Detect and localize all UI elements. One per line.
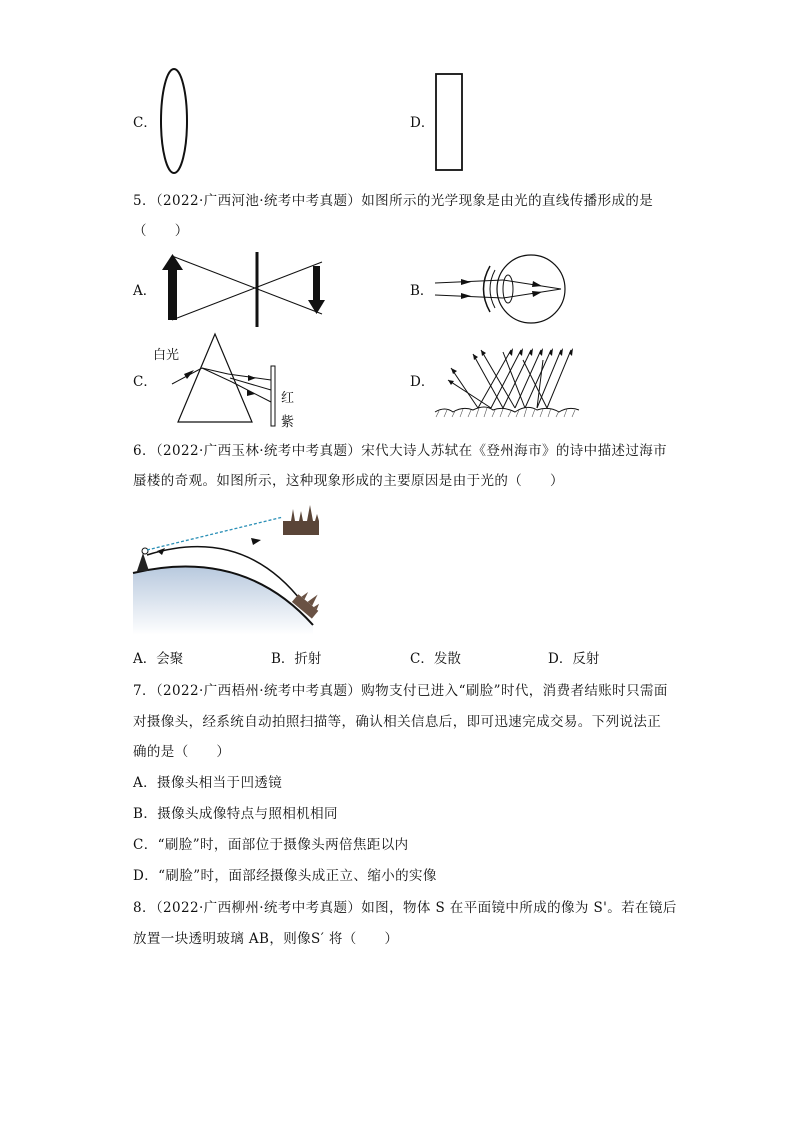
q5-stem-line2: （ ）	[133, 223, 189, 239]
q7-stem-line3: 确的是（ ）	[133, 744, 231, 760]
q6-stem-line1: 6．（2022·广西玉林·统考中考真题）宋代大诗人苏轼在《登州海市》的诗中描述过海市	[133, 443, 668, 459]
q4-option-d-rectangle-figure	[430, 70, 470, 175]
q5-fig-c-white-light-label: 白光	[153, 348, 180, 363]
q6-option-a: A．会聚	[133, 651, 184, 667]
q5-option-a-label: A．	[133, 283, 157, 299]
q8-stem-line1: 8．（2022·广西柳州·统考中考真题）如图，物体 S 在平面镜中所成的像为 S'。若在镜后	[133, 900, 677, 916]
q5-option-d-label: D．	[410, 374, 435, 390]
q5-option-d-diffuse-reflection-figure	[433, 340, 583, 425]
q5-option-b-label: B．	[410, 283, 434, 299]
q7-option-d: D．“刷脸”时，面部经摄像头成正立、缩小的实像	[133, 868, 437, 884]
q5-option-a-pinhole-figure	[160, 248, 335, 333]
q8-stem-line2: 放置一块透明玻璃 AB，则像S′ 将（ ）	[133, 931, 399, 947]
q5-option-b-eye-figure	[433, 248, 573, 333]
q6-option-c: C．发散	[410, 651, 461, 667]
q6-mirage-figure	[133, 505, 333, 635]
q5-stem-line1: 5．（2022·广西河池·统考中考真题）如图所示的光学现象是由光的直线传播形成的是	[133, 193, 654, 209]
q5-option-c-prism-figure	[160, 330, 285, 430]
q7-option-c: C．“刷脸”时，面部位于摄像头两倍焦距以内	[133, 837, 409, 853]
q5-option-c-label: C．	[133, 374, 157, 390]
q7-stem-line1: 7．（2022·广西梧州·统考中考真题）购物支付已进入“刷脸”时代，消费者结账时只需面	[133, 683, 668, 699]
q5-fig-c-purple-label: 紫	[281, 415, 295, 430]
q4-option-c-ellipse-figure	[155, 65, 195, 180]
q6-stem-line2: 蜃楼的奇观。如图所示，这种现象形成的主要原因是由于光的（ ）	[133, 473, 564, 489]
q6-option-d: D．反射	[548, 651, 600, 667]
q7-option-a: A．摄像头相当于凹透镜	[133, 775, 283, 791]
q5-fig-c-red-label: 红	[281, 391, 295, 406]
q4-option-d-label: D．	[410, 115, 435, 131]
q7-stem-line2: 对摄像头，经系统自动拍照扫描等，确认相关信息后，即可迅速完成交易。下列说法正	[133, 714, 662, 730]
q4-option-c-label: C．	[133, 115, 157, 131]
q7-option-b: B．摄像头成像特点与照相机相同	[133, 806, 338, 822]
q6-option-b: B．折射	[271, 651, 322, 667]
